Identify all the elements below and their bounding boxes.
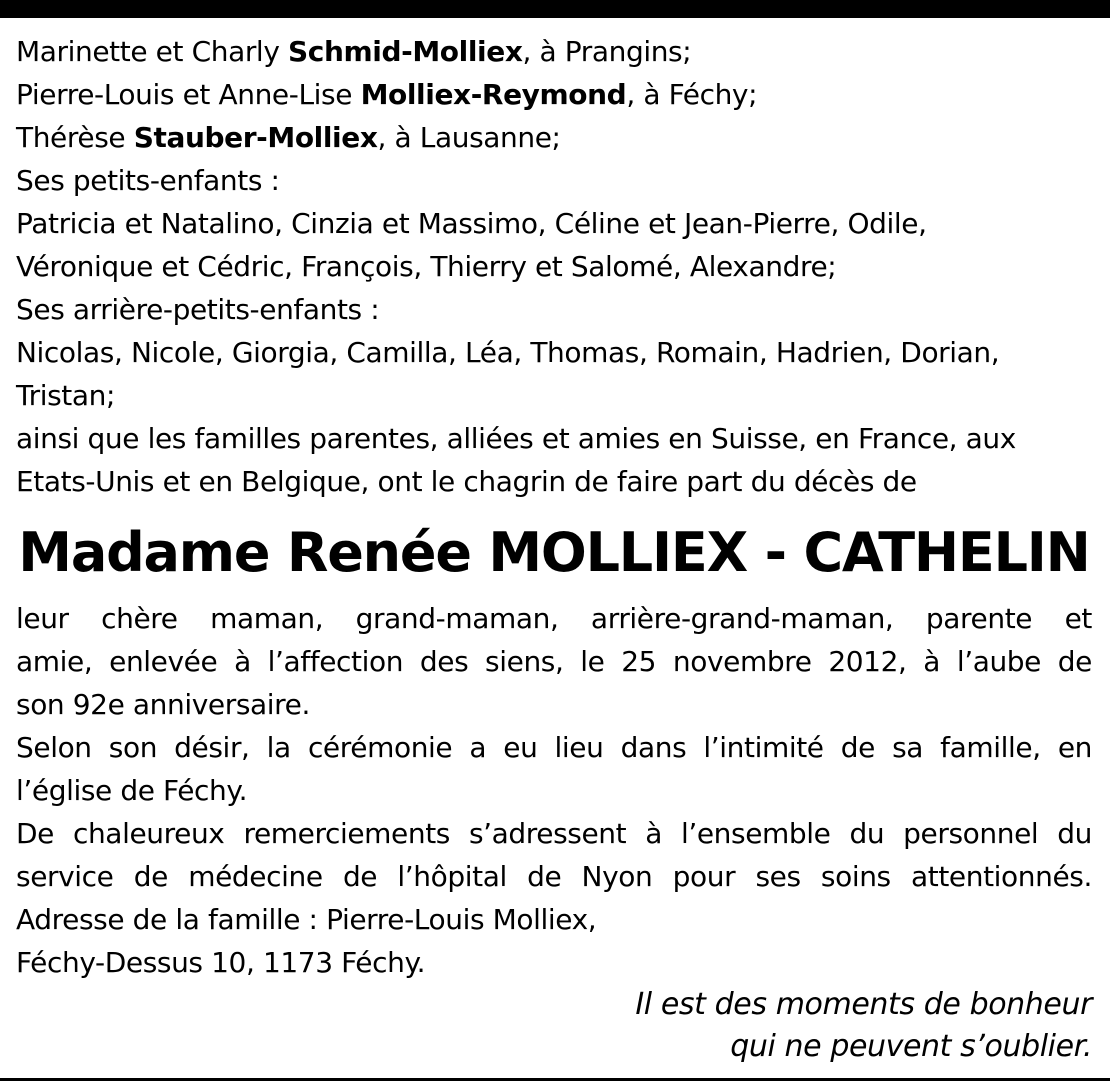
family-name-2: Molliex-Reymond: [360, 78, 627, 111]
family-line-1: [16, 30, 1092, 73]
thanks-line-1: De chaleureux remerciements s’adressent à l’ensemble du personnel du: [16, 817, 1092, 850]
ceremony-line-2: l’église de Féchy.: [16, 774, 248, 807]
grandchildren-heading: Ses petits-enfants :: [16, 164, 280, 197]
family-name-3: Stauber-Molliex: [133, 121, 378, 154]
obituary-notice: [16, 30, 1092, 1068]
family-line-3-pre: Thérèse: [16, 121, 134, 154]
grandchildren-line-1: Patricia et Natalino, Cinzia et Massimo, Céline et Jean-Pierre, Odile,: [16, 207, 927, 240]
top-rule: [0, 0, 1110, 18]
ceremony-line-1: Selon son désir, la cérémonie a eu lieu dans l’intimité de sa famille, en: [16, 731, 1092, 764]
family-line-1-pre: Marinette et Charly: [16, 35, 288, 68]
family-line-1-post: , à Prangins;: [522, 35, 692, 68]
bottom-rule: [0, 1078, 1110, 1081]
family-line-2-pre: Pierre-Louis et Anne-Lise: [16, 78, 361, 111]
thanks-line-2: service de médecine de l’hôpital de Nyon pour ses soins attentionnés.: [16, 860, 1092, 893]
family-line-3-post: , à Lausanne;: [377, 121, 561, 154]
body-line-3: son 92e anniversaire.: [16, 688, 311, 721]
relatives-line-1: ainsi que les familles parentes, alliées et amies en Suisse, en France, aux: [16, 422, 1016, 455]
relatives-line-2: Etats-Unis et en Belgique, ont le chagrin de faire part du décès de: [16, 465, 917, 498]
quote-line-1: Il est des moments de bonheur: [635, 987, 1092, 1022]
great-grandchildren-heading: Ses arrière-petits-enfants :: [16, 293, 380, 326]
quote-line-2: qui ne peuvent s’oublier.: [730, 1029, 1092, 1064]
family-line-2-post: , à Féchy;: [626, 78, 758, 111]
family-name-1: Schmid-Molliex: [288, 35, 523, 68]
body-line-1: leur chère maman, grand-maman, arrière-grand-maman, parente et: [16, 602, 1092, 635]
body-line-2: amie, enlevée à l’affection des siens, le 25 novembre 2012, à l’aube de: [16, 645, 1092, 678]
great-grandchildren-line-1: Nicolas, Nicole, Giorgia, Camilla, Léa, Thomas, Romain, Hadrien, Dorian,: [16, 336, 1000, 369]
address-line-2: Féchy-Dessus 10, 1173 Féchy.: [16, 946, 426, 979]
family-line-2: [16, 73, 1092, 116]
address-line-1: Adresse de la famille : Pierre-Louis Molliex,: [16, 903, 597, 936]
family-line-3: [16, 116, 1092, 159]
grandchildren-line-2: Véronique et Cédric, François, Thierry et Salomé, Alexandre;: [16, 250, 837, 283]
great-grandchildren-line-2: Tristan;: [16, 379, 115, 412]
deceased-name: Madame Renée MOLLIEX - CATHELIN: [18, 521, 1090, 584]
